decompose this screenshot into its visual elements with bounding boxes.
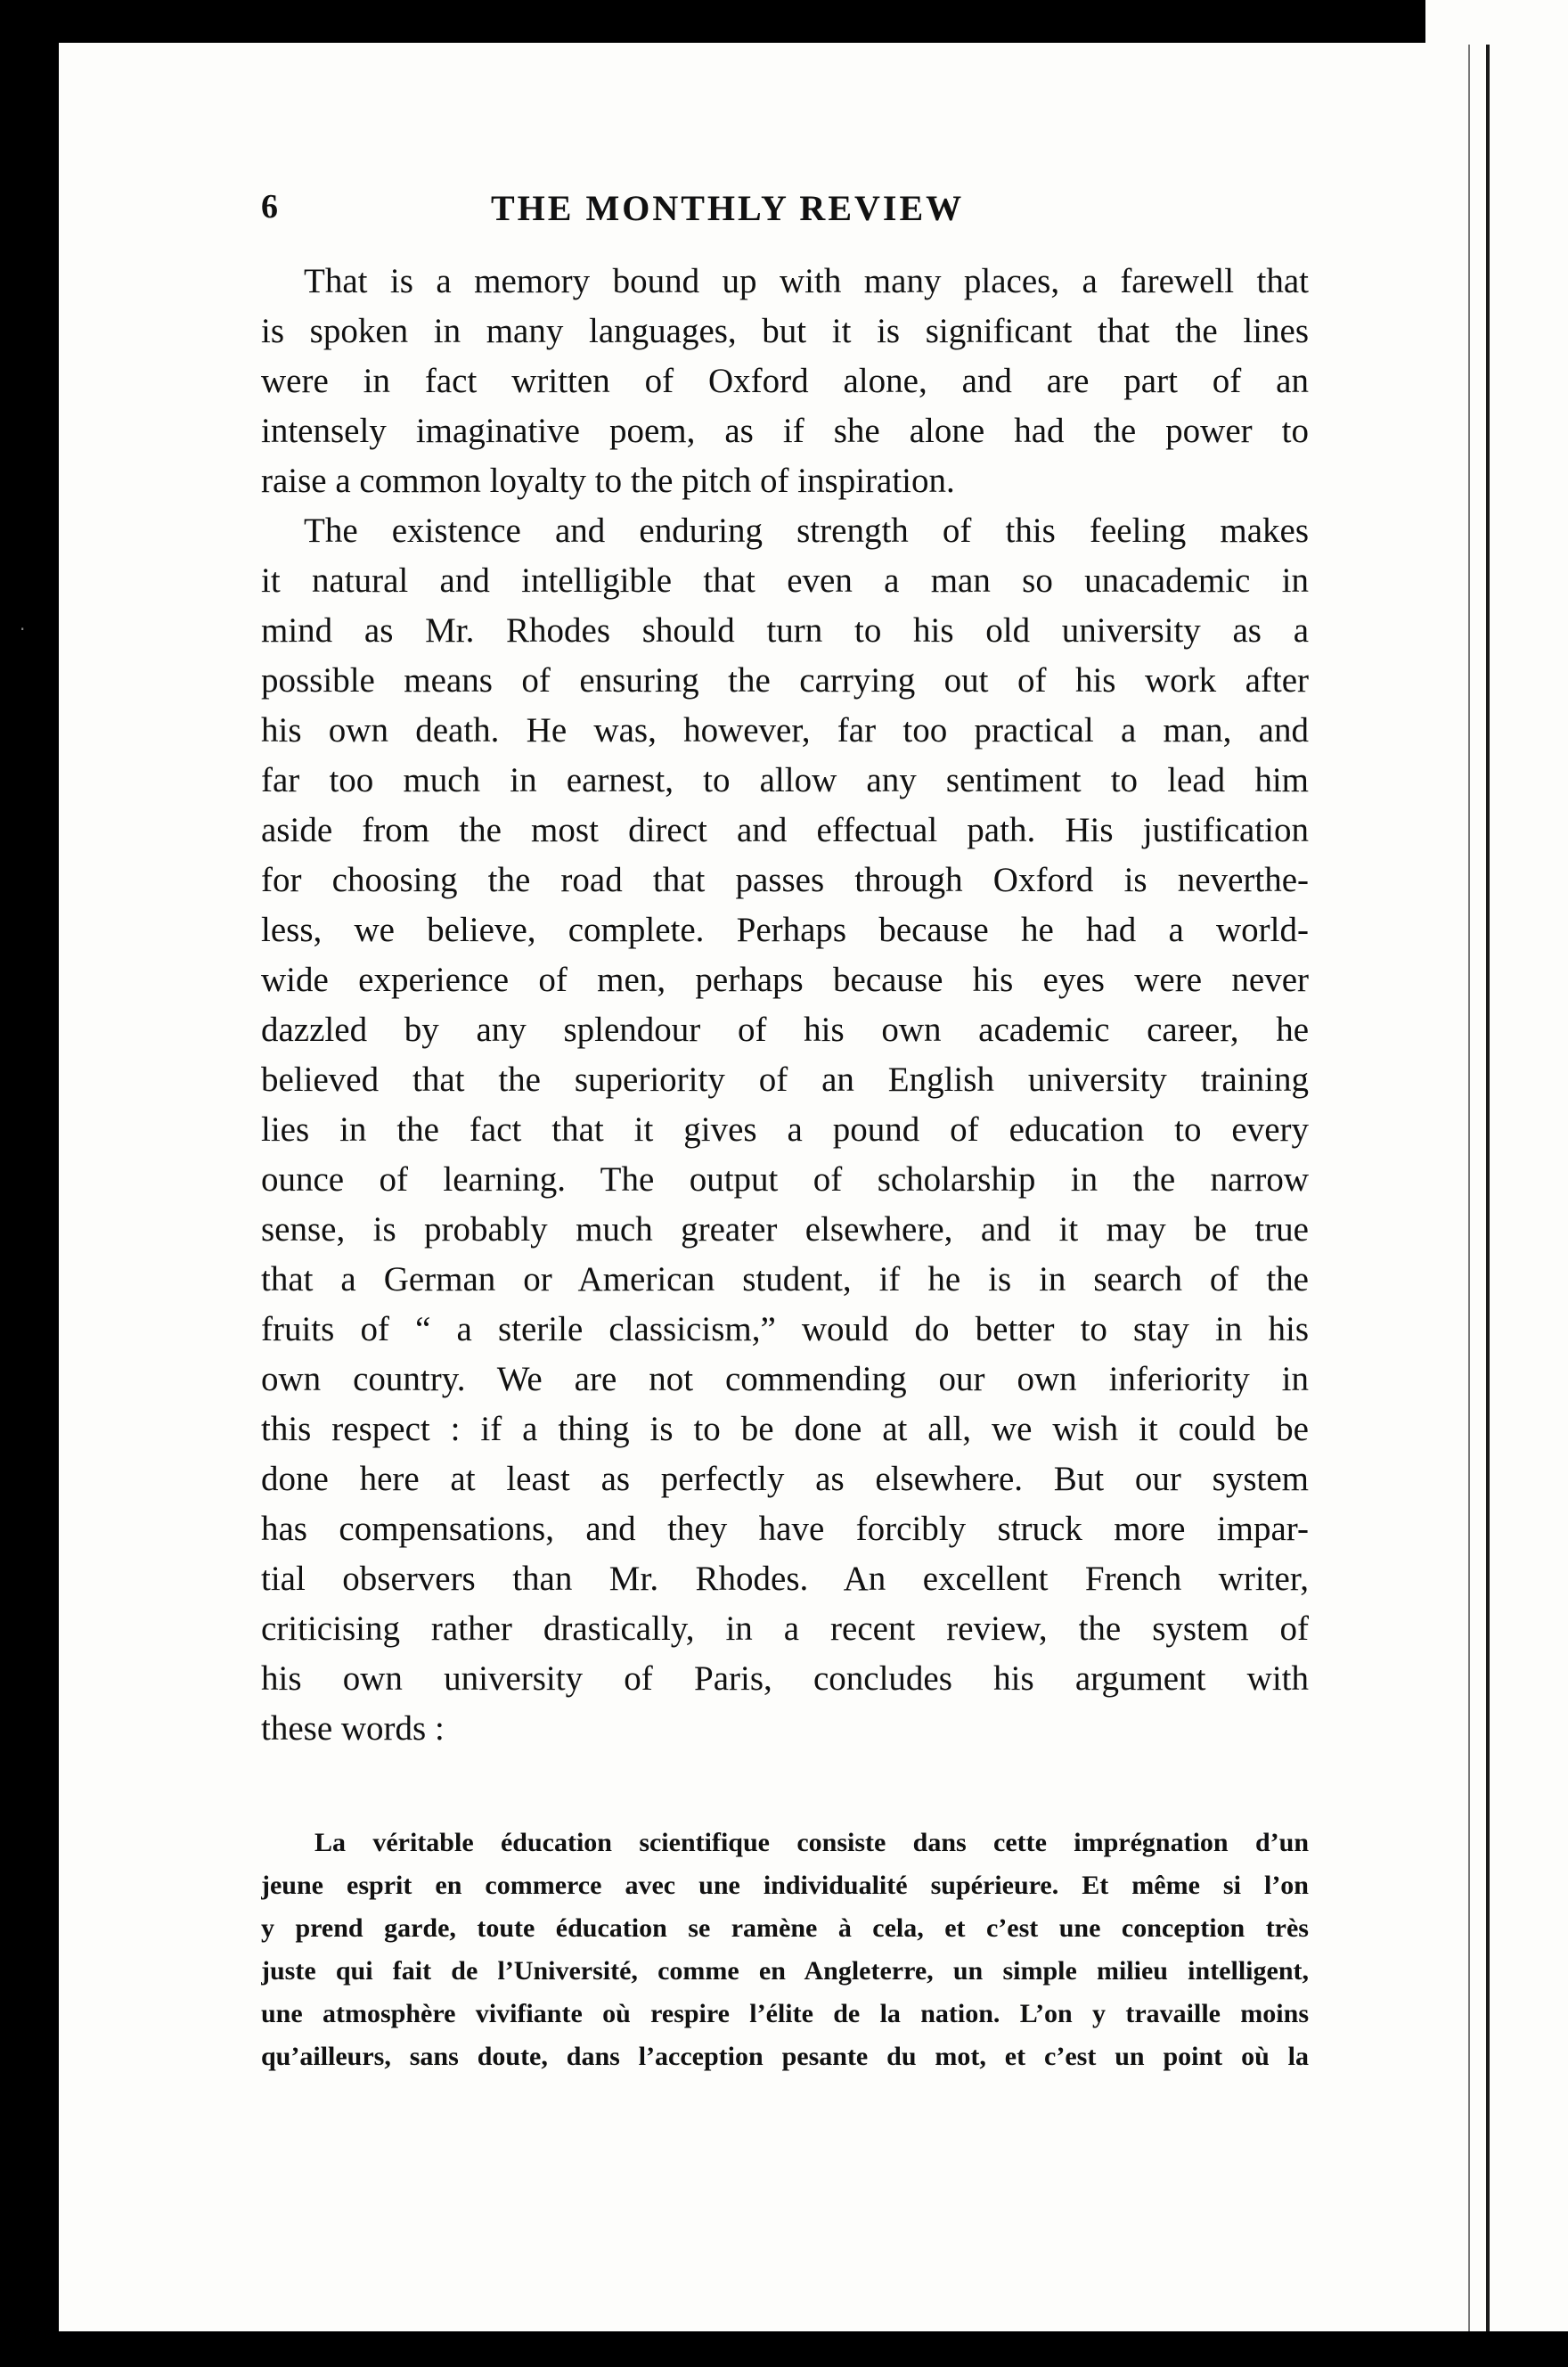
page-header (261, 187, 1309, 241)
text-line: ounce of learning. The output of scholarship in the narrow (261, 1160, 1309, 1199)
text-line: done here at least as perfectly as elsewhere. But our system (261, 1460, 1309, 1498)
text-line: his own death. He was, however, far too practical a man, and (261, 711, 1309, 749)
text-line: believed that the superiority of an English university training (261, 1061, 1309, 1099)
text-line: tial observers than Mr. Rhodes. An excellent French writer, (261, 1560, 1309, 1598)
page-number: 6 (261, 188, 278, 225)
quote-line: qu’ailleurs, sans doute, dans l’acception pesante du mot, et c’est un point où la (261, 2042, 1309, 2071)
scan-bottom-border (0, 2331, 1568, 2367)
text-line: mind as Mr. Rhodes should turn to his old university as a (261, 611, 1309, 650)
text-line: sense, is probably much greater elsewhere, and it may be true (261, 1210, 1309, 1249)
quote-line: jeune esprit en commerce avec une individualité supérieure. Et même si l’on (261, 1871, 1309, 1900)
page-fold-line (1486, 45, 1490, 2344)
quote-line: y prend garde, toute éducation se ramène à cela, et c’est une conception très (261, 1913, 1309, 1943)
quote-line: La véritable éducation scientifique consiste dans cette imprégnation d’un (314, 1828, 1309, 1857)
text-line: is spoken in many languages, but it is significant that the lines (261, 312, 1309, 350)
text-line: criticising rather drastically, in a recent review, the system of (261, 1609, 1309, 1648)
text-line: That is a memory bound up with many places, a farewell that (304, 262, 1309, 300)
text-line: possible means of ensuring the carrying out of his work after (261, 661, 1309, 700)
text-line: this respect : if a thing is to be done at all, we wish it could be (261, 1410, 1309, 1448)
text-line: his own university of Paris, concludes his argument with (261, 1659, 1309, 1698)
text-line: The existence and enduring strength of this feeling makes (304, 512, 1309, 550)
text-line: intensely imaginative poem, as if she alone had the power to (261, 412, 1309, 450)
text-line: has compensations, and they have forcibly struck more impar- (261, 1510, 1309, 1548)
text-line: fruits of “ a sterile classicism,” would do better to stay in his (261, 1310, 1309, 1348)
text-line: less, we believe, complete. Perhaps because he had a world- (261, 911, 1309, 949)
text-line: for choosing the road that passes through Oxford is neverthe- (261, 861, 1309, 899)
text-line: raise a common loyalty to the pitch of inspiration. (261, 462, 955, 500)
text-line: lies in the fact that it gives a pound of education to every (261, 1110, 1309, 1149)
text-line: wide experience of men, perhaps because his eyes were never (261, 961, 1309, 999)
body-text (261, 257, 1309, 1754)
text-line: dazzled by any splendour of his own academic career, he (261, 1011, 1309, 1049)
text-line: aside from the most direct and effectual path. His justification (261, 811, 1309, 849)
text-line: own country. We are not commending our own inferiority in (261, 1360, 1309, 1398)
block-quote (261, 1822, 1309, 2078)
quote-line: juste qui fait de l’Université, comme en Angleterre, un simple milieu intelligent, (261, 1956, 1309, 1986)
text-line: it natural and intelligible that even a man so unacademic in (261, 561, 1309, 600)
text-line: that a German or American student, if he is in search of the (261, 1260, 1309, 1298)
running-head: THE MONTHLY REVIEW (491, 188, 965, 228)
page-margin-right (1490, 43, 1568, 2367)
text-line: these words : (261, 1709, 445, 1748)
quote-line: une atmosphère vivifiante où respire l’élite de la nation. L’on y travaille moins (261, 1999, 1309, 2028)
scan-speck: · (20, 618, 26, 640)
text-line: were in fact written of Oxford alone, and are part of an (261, 362, 1309, 400)
text-line: far too much in earnest, to allow any sentiment to lead him (261, 761, 1309, 799)
page-fold-shadow (1468, 45, 1470, 2344)
